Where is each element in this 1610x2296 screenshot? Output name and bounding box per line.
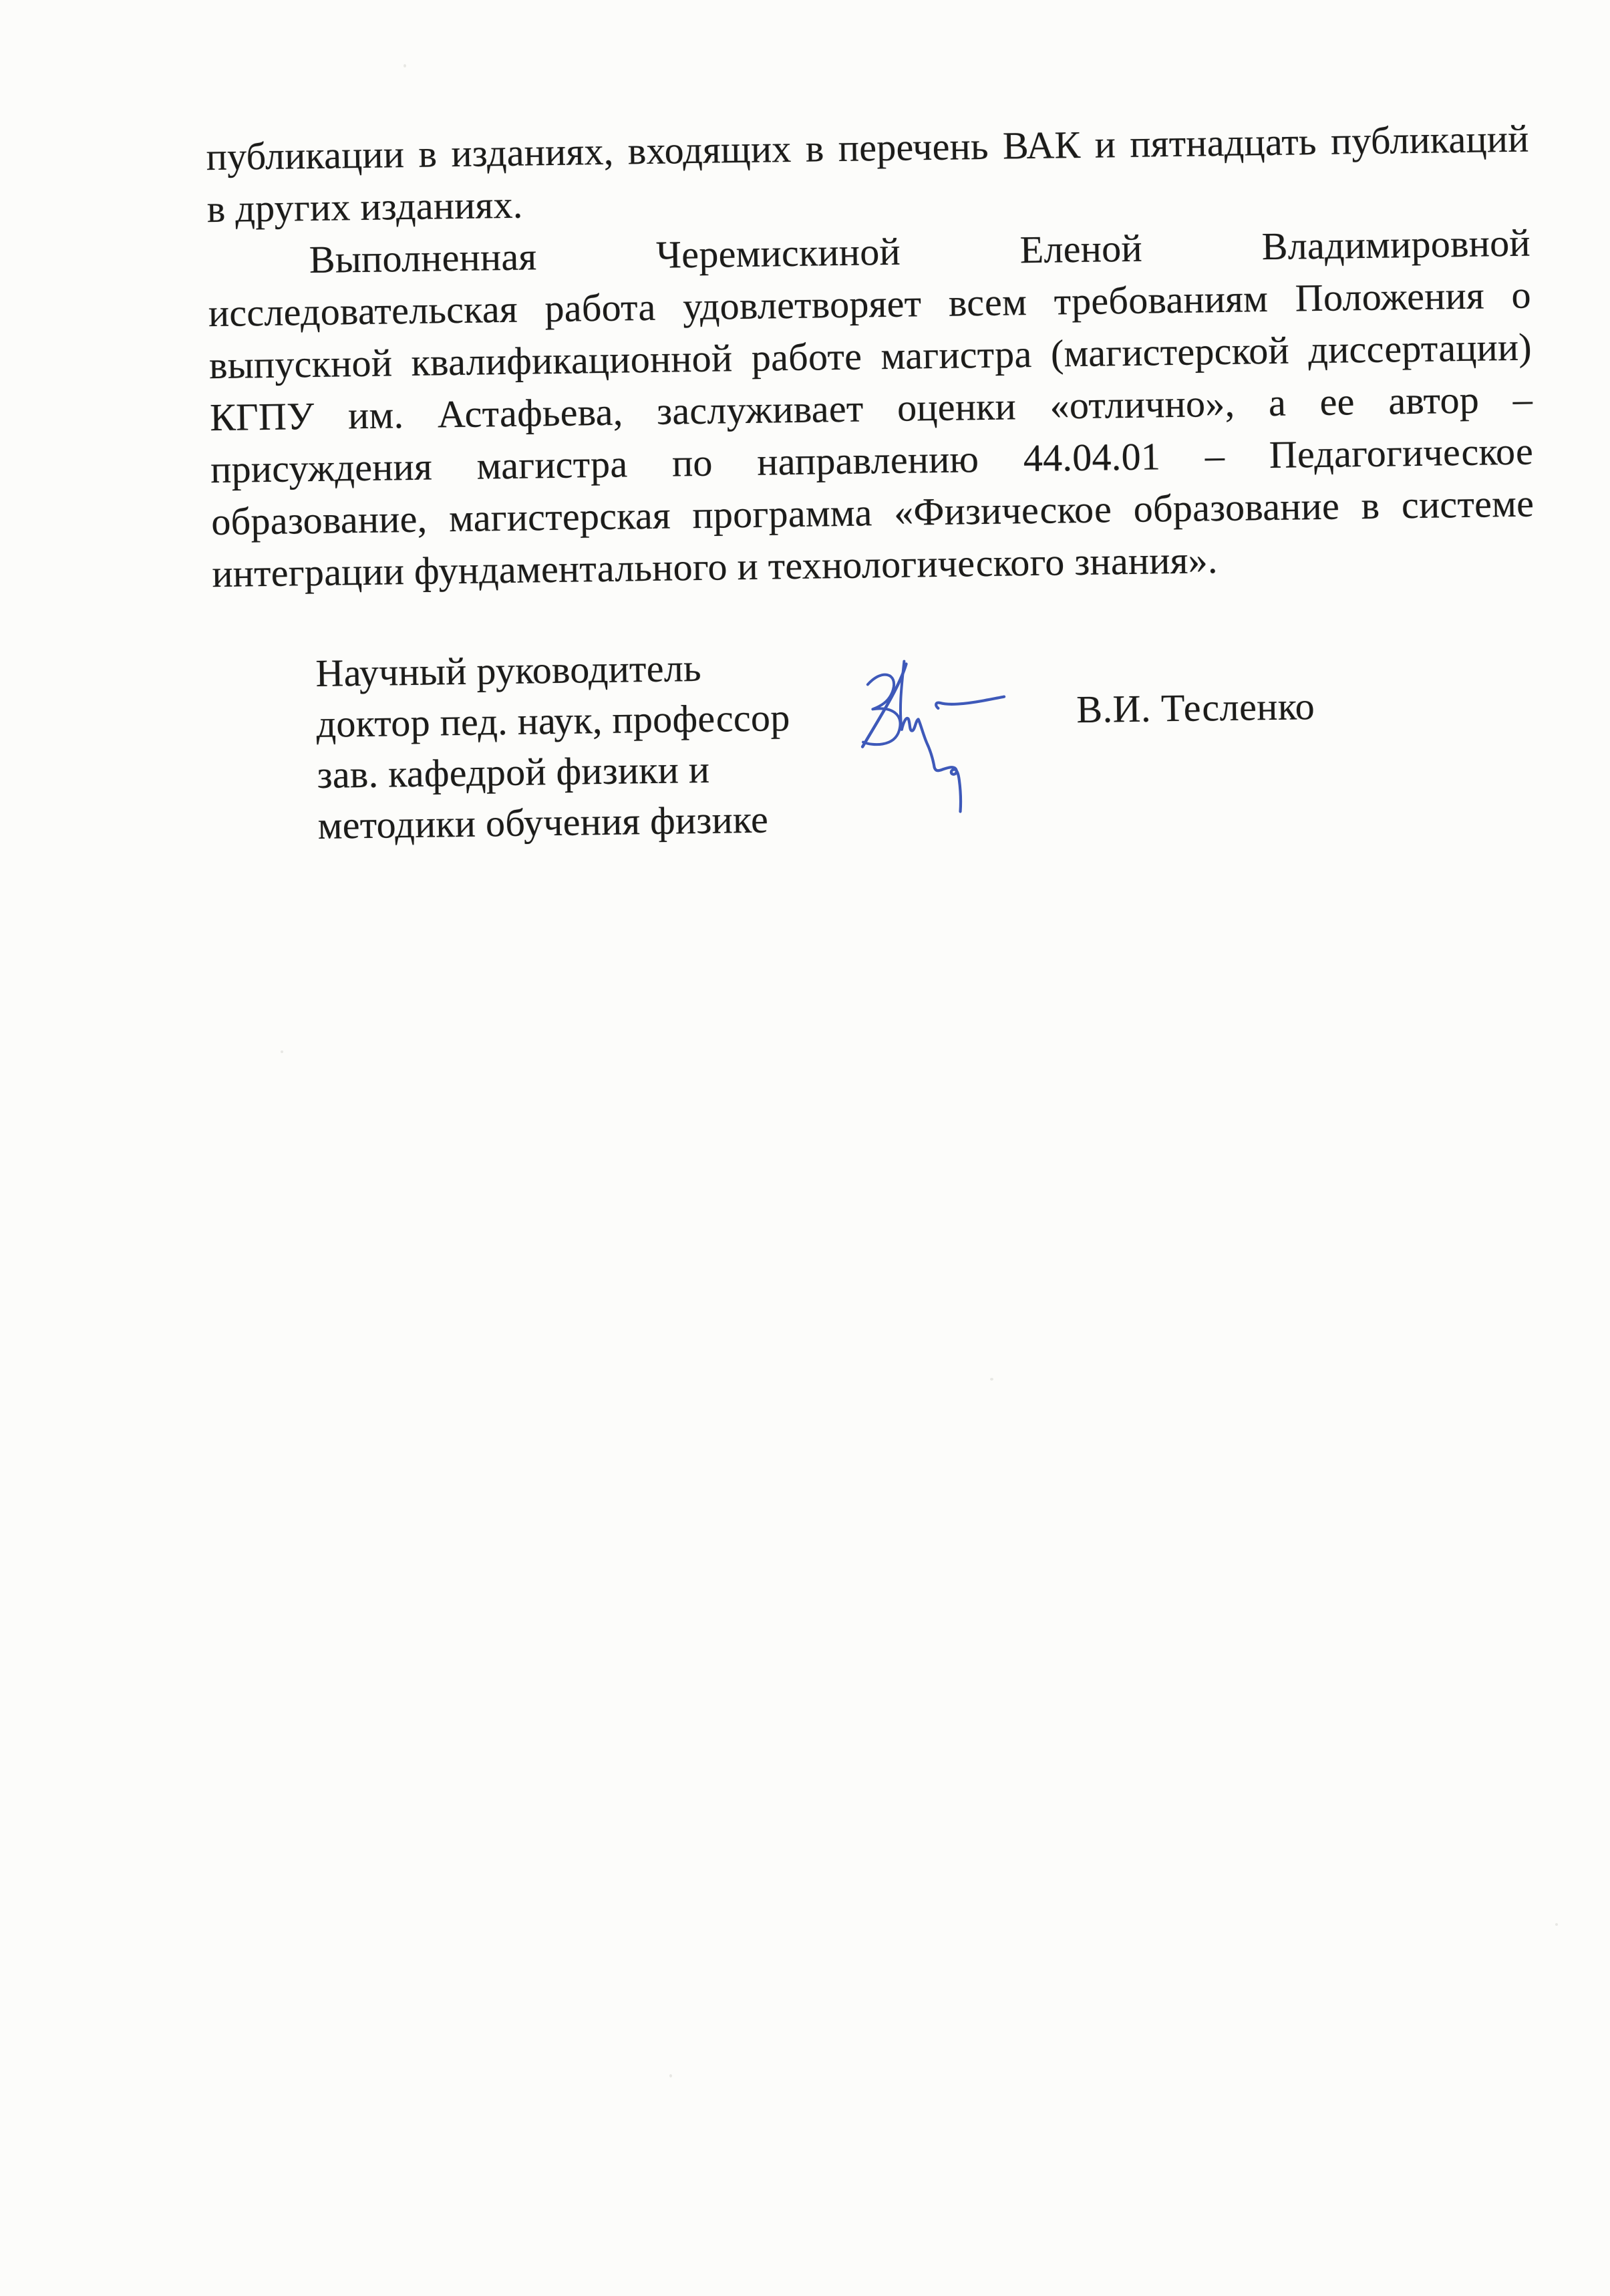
body-line: образование, магистерская программа «Физическое образование в системе [210, 481, 1535, 544]
body-line: КГПУ им. Астафьева, заслуживает оценки «отлично», а ее автор – [209, 377, 1533, 440]
signatory-title-line: методики обучения физике [317, 797, 769, 847]
scan-speck [1555, 1923, 1558, 1926]
body-line: исследовательская работа удовлетворяет всем требованиям Положения о [208, 273, 1532, 335]
scan-speck [404, 64, 406, 67]
body-line: интеграции фундаментального и технологического знания». [211, 538, 1219, 596]
scan-speck [990, 1378, 993, 1381]
signatory-title-line: доктор пед. наук, профессор [316, 696, 790, 746]
body-line: в других изданиях. [206, 182, 524, 231]
body-line: публикации в изданиях, входящих в перечень ВАК и пятнадцать публикаций [206, 116, 1529, 179]
body-line: Выполненная Черемискиной Еленой Владимировной [309, 221, 1531, 282]
body-line: выпускной квалификационной работе магистра (магистерской диссертации) [208, 325, 1533, 388]
signatory-name: В.И. Тесленко [1076, 684, 1315, 732]
handwritten-signature-icon [836, 642, 1039, 845]
body-line: присуждения магистра по направлению 44.04.01 – Педагогическое [210, 429, 1534, 492]
signatory-title-line: Научный руководитель [315, 645, 702, 695]
body-text [206, 113, 1535, 601]
scan-speck [281, 1050, 283, 1053]
signatory-title-line: зав. кафедрой физики и [317, 747, 710, 797]
scan-speck [669, 2074, 672, 2077]
signatory-title-block [315, 639, 919, 851]
